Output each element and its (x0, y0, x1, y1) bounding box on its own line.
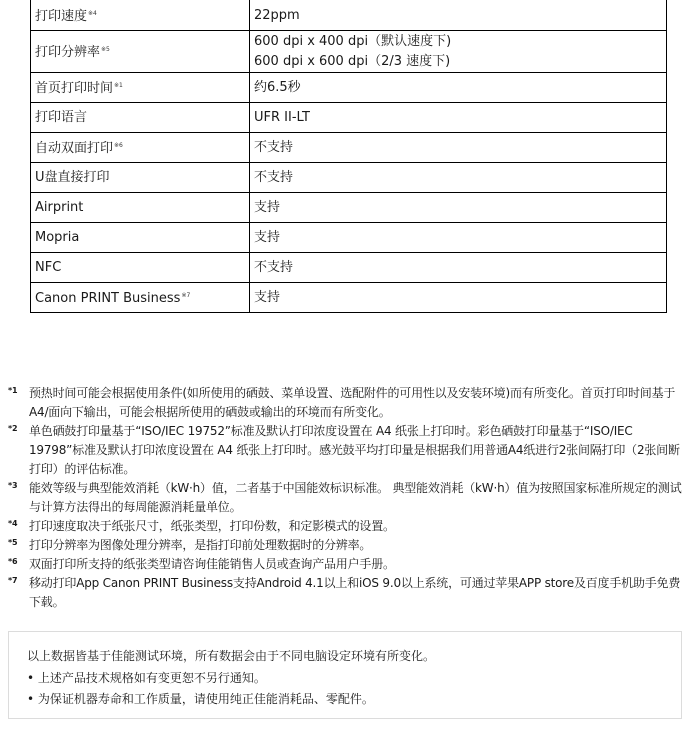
table-row (31, 253, 667, 283)
footnote (8, 574, 688, 612)
spec-label: 打印速度$^{※4}$ (31, 0, 250, 31)
spec-label: 打印分辨率$^{※5}$ (31, 31, 250, 73)
footnote-number: *6 (8, 557, 18, 566)
table-row (31, 163, 667, 193)
footnote-number: *4 (8, 519, 18, 528)
spec-label: Mopria (31, 223, 250, 253)
footnote-mark: ※7 (181, 292, 191, 299)
spec-value: 支持 (250, 283, 667, 313)
footnote-text: 能效等级与典型能效消耗（kW·h）值，二者基于中国能效标识标准。 典型能效消耗（kW·h）值为按照国家标准所规定的测试与计算方法得出的每周能源消耗量单位。 (29, 481, 682, 514)
spec-value: 不支持 (250, 133, 667, 163)
footnote (8, 479, 688, 517)
disclaimer-lead: 以上数据皆基于佳能测试环境，所有数据会由于不同电脑设定环境有所变化。 (27, 649, 436, 663)
spec-table (30, 0, 667, 313)
footnote-mark: ※1 (114, 82, 123, 89)
spec-value: 支持 (250, 193, 667, 223)
spec-value: 支持 (250, 223, 667, 253)
footnote (8, 384, 688, 422)
table-row (31, 103, 667, 133)
disclaimer-item: • 为保证机器寿命和工作质量，请使用纯正佳能消耗品、零配件。 (27, 692, 374, 706)
table-row (31, 193, 667, 223)
footnote-number: *3 (8, 481, 18, 490)
spec-label: 自动双面打印$^{※6}$ (31, 133, 250, 163)
footnote-number: *5 (8, 538, 18, 547)
spec-value: 22ppm (250, 0, 667, 31)
footnote (8, 536, 688, 555)
footnote-text: 预热时间可能会根据使用条件(如所使用的硒鼓、菜单设置、选配附件的可用性以及安装环境)而有所变化。首页打印时间基于A4/面向下输出，可能会根据所使用的硒鼓或输出的环境而有所变化。 (29, 386, 676, 419)
footnote-number: *7 (8, 576, 18, 585)
footnote (8, 517, 688, 536)
footnote-mark: ※4 (88, 10, 97, 17)
footnote-mark: ※5 (101, 46, 110, 53)
table-row (31, 0, 667, 31)
table-row (31, 31, 667, 73)
footnote-number: *2 (8, 424, 18, 433)
disclaimer-item: • 上述产品技术规格如有变更恕不另行通知。 (27, 671, 266, 685)
table-row (31, 133, 667, 163)
footnote-text: 打印速度取决于纸张尺寸，纸张类型，打印份数，和定影模式的设置。 (29, 519, 395, 533)
footnote-number: *1 (8, 386, 18, 395)
table-row (31, 223, 667, 253)
spec-label: U盘直接打印 (31, 163, 250, 193)
footnote-text: 打印分辨率为图像处理分辨率，是指打印前处理数据时的分辨率。 (29, 538, 372, 552)
footnote-text: 移动打印App Canon PRINT Business支持Android 4.1以上和iOS 9.0以上系统，可通过苹果APP store及百度手机助手免费下载。 (29, 576, 681, 609)
table-row (31, 283, 667, 313)
spec-value: UFR II-LT (250, 103, 667, 133)
footnote (8, 422, 688, 479)
spec-value: 不支持 (250, 253, 667, 283)
spec-label: Canon PRINT Business$^{※7}$ (31, 283, 250, 313)
footnote-text: 单色硒鼓打印量基于“ISO/IEC 19752”标准及默认打印浓度设置在 A4 纸张上打印时。彩色硒鼓打印量基于“ISO/IEC 19798”标准及默认打印浓度设置在 A4 纸张上打印时。感光鼓平均打印量是根据我们用普通A4纸进行2张间隔打印（2张间断打印）的评估标准。 (29, 424, 680, 476)
spec-label: 打印语言 (31, 103, 250, 133)
disclaimer-box (8, 631, 682, 719)
footnote (8, 555, 688, 574)
footnote-text: 双面打印所支持的纸张类型请咨询佳能销售人员或查询产品用户手册。 (29, 557, 395, 571)
spec-value: 不支持 (250, 163, 667, 193)
spec-label: 首页打印时间$^{※1}$ (31, 73, 250, 103)
footnote-list (8, 384, 688, 612)
table-row (31, 73, 667, 103)
spec-value: 600 dpi x 400 dpi（默认速度下) 600 dpi x 600 dpi（2/3 速度下) (250, 31, 667, 73)
spec-label: NFC (31, 253, 250, 283)
spec-value: 约6.5秒 (250, 73, 667, 103)
spec-label: Airprint (31, 193, 250, 223)
footnote-mark: ※6 (114, 142, 123, 149)
